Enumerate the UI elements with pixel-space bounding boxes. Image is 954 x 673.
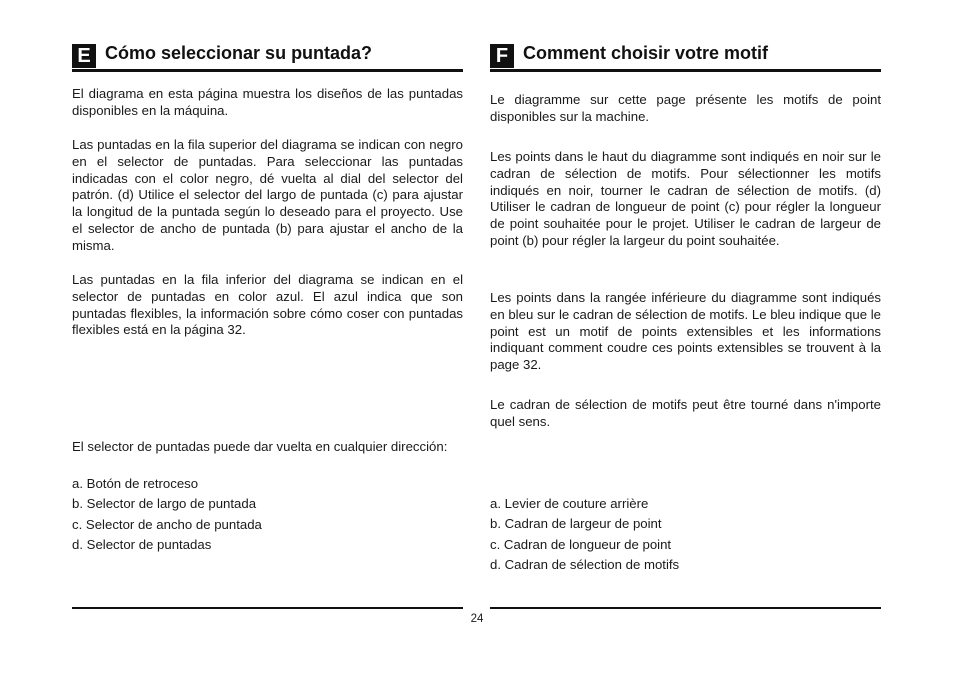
list-item: c. Cadran de longueur de point <box>490 536 672 552</box>
paragraph-top-row: Las puntadas en la fila superior del diagrama se indican con negro en el selector de puntadas. Para seleccionar las puntadas indicadas con el color negro, dé vuelta al dial del selector del patrón. (d) Utilice el selector del largo de puntada (c) para ajustar la longitud de la puntada según lo deseado para el proyecto. Use el selector de ancho de puntada (b) para ajustar el ancho de la misma. <box>72 137 463 253</box>
list-item: d. Selector de puntadas <box>72 536 212 552</box>
language-badge: F <box>490 44 514 68</box>
paragraph-intro: El diagrama en esta página muestra los diseños de las puntadas disponibles en la máquina. <box>72 86 463 118</box>
bottom-rule-right <box>490 607 881 609</box>
list-item: b. Cadran de largeur de point <box>490 516 662 532</box>
list-item: c. Selector de ancho de puntada <box>72 516 262 532</box>
paragraph-top-row: Les points dans le haut du diagramme sont indiqués en noir sur le cadran de sélection de motifs. Pour sélectionner les motifs indiqués en noir, tourner le cadran de sélection de motifs. (d) Utiliser le cadran de longueur de point (c) pour régler la longueur de point souhaitée pour le projet. Utiliser le cadran de largeur de point (b) pour régler la largeur du point souhaitée. <box>490 149 881 248</box>
section-title: Comment choisir votre motif <box>523 43 769 63</box>
list-item: d. Cadran de sélection de motifs <box>490 556 680 572</box>
page-number: 24 <box>470 613 484 625</box>
language-badge: E <box>72 44 96 68</box>
paragraph-intro: Le diagramme sur cette page présente les motifs de point disponibles sur la machine. <box>490 92 881 124</box>
section-spanish <box>72 41 463 552</box>
paragraph-selector: Le cadran de sélection de motifs peut être tourné dans n'importe quel sens. <box>490 397 881 429</box>
paragraph-selector: El selector de puntadas puede dar vuelta en cualquier dirección: <box>72 439 448 454</box>
section-heading <box>490 41 881 72</box>
paragraph-bottom-row: Las puntadas en la fila inferior del diagrama se indican en el selector de puntadas en color azul. El azul indica que son puntadas flexibles, la información sobre cómo coser con puntadas flexibles está en la página 32. <box>72 272 463 338</box>
paragraph-bottom-row: Les points dans la rangée inférieure du diagramme sont indiqués en bleu sur le cadran de sélection de motifs. Le bleu indique que le point est un motif de points extensibles et les informations indiquant comment coudre ces points extensibles se trouvent à la page 32. <box>490 290 881 373</box>
parts-list <box>72 476 463 557</box>
section-heading <box>72 41 463 72</box>
section-french <box>490 41 881 572</box>
bottom-rule-left <box>72 607 463 609</box>
section-title: Cómo seleccionar su puntada? <box>105 43 373 63</box>
list-item: b. Selector de largo de puntada <box>72 496 257 512</box>
list-item: a. Levier de couture arrière <box>490 496 649 511</box>
parts-list <box>490 496 881 577</box>
list-item: a. Botón de retroceso <box>72 476 199 491</box>
